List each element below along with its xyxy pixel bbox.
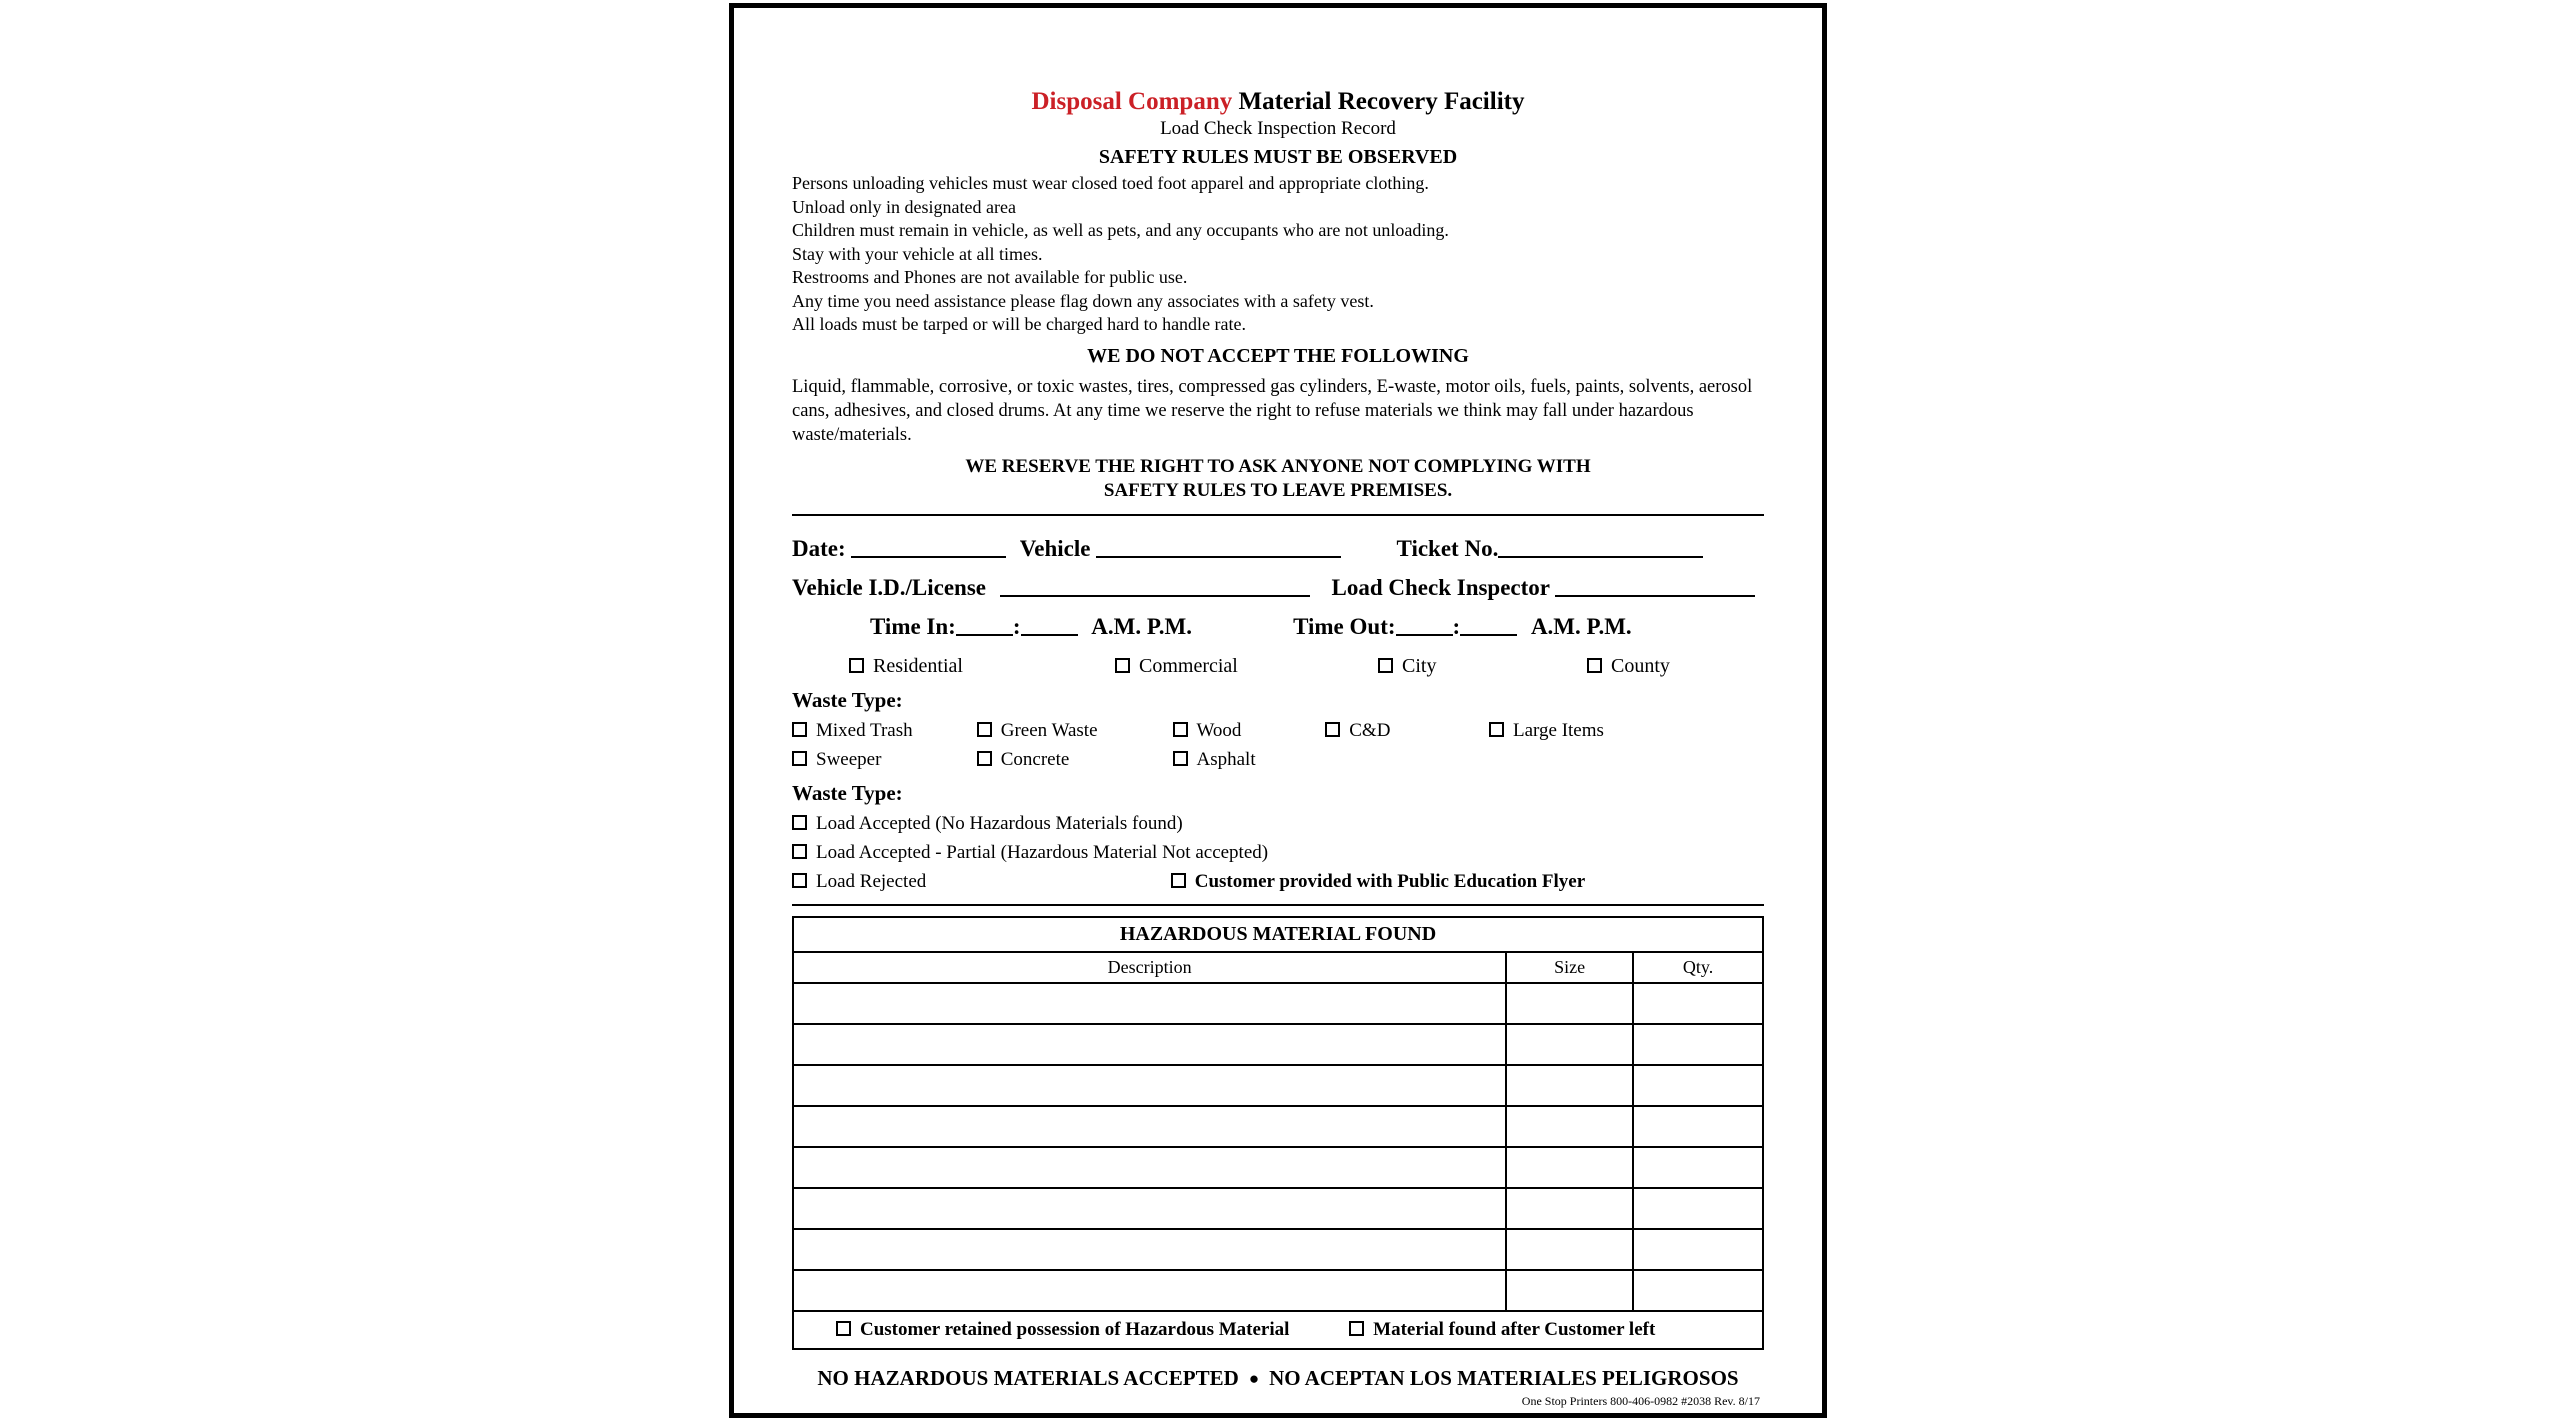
checkbox-label: Large Items — [1513, 719, 1604, 741]
form-content — [734, 88, 1822, 1409]
reserve-right-line1: WE RESERVE THE RIGHT TO ASK ANYONE NOT COMPLYING WITH — [965, 455, 1591, 477]
cell-description[interactable] — [793, 1270, 1506, 1311]
checkbox-large-items[interactable] — [1489, 720, 1604, 742]
table-row — [793, 1270, 1763, 1311]
waste-type-row-2 — [792, 749, 1764, 771]
form-document — [729, 3, 1827, 1418]
checkbox-wood[interactable] — [1173, 720, 1321, 742]
cell-size[interactable] — [1506, 1270, 1633, 1311]
column-header-qty: Qty. — [1633, 952, 1763, 983]
table-row — [793, 1188, 1763, 1229]
table-row — [793, 1106, 1763, 1147]
waste-type-heading: Waste Type: — [792, 687, 903, 712]
checkbox-icon — [1173, 751, 1188, 766]
checkbox-asphalt[interactable] — [1173, 749, 1321, 771]
cell-qty[interactable] — [1633, 1106, 1763, 1147]
cell-description[interactable] — [793, 1024, 1506, 1065]
checkbox-icon — [1587, 658, 1602, 673]
checkbox-icon — [792, 722, 807, 737]
field-row-license-inspector — [792, 575, 1764, 601]
checkbox-load-accepted[interactable] — [792, 813, 1183, 835]
safety-rule: Restrooms and Phones are not available for public use. — [792, 267, 1188, 287]
checkbox-icon — [792, 844, 807, 859]
checkbox-icon — [1325, 722, 1340, 737]
column-header-description: Description — [793, 952, 1506, 983]
checkbox-icon — [792, 815, 807, 830]
vehicle-blank[interactable] — [1096, 536, 1341, 558]
page-title — [792, 88, 1764, 116]
safety-rules-list — [792, 172, 1764, 337]
checkbox-label: City — [1402, 654, 1437, 677]
facility-name: Material Recovery Facility — [1238, 88, 1525, 115]
table-row — [793, 1065, 1763, 1106]
time-separator: : — [1012, 613, 1021, 639]
cell-qty[interactable] — [1633, 1229, 1763, 1270]
divider — [792, 904, 1764, 906]
checkbox-label: Load Accepted - Partial (Hazardous Material Not accepted) — [816, 841, 1269, 863]
checkbox-label: Load Accepted (No Hazardous Materials found) — [816, 812, 1183, 834]
checkbox-label: Commercial — [1139, 654, 1238, 677]
checkbox-city[interactable] — [1378, 655, 1582, 678]
checkbox-icon — [836, 1321, 851, 1336]
checkbox-load-rejected[interactable] — [792, 871, 1166, 893]
safety-rule: Stay with your vehicle at all times. — [792, 243, 1043, 264]
field-row-times — [792, 614, 1764, 640]
waste-type-row-1 — [792, 720, 1764, 742]
safety-rule: Children must remain in vehicle, as well as pets, and any occupants who are not unloading. — [792, 220, 1449, 240]
safety-rule: Unload only in designated area — [792, 196, 1016, 217]
checkbox-county[interactable] — [1587, 655, 1670, 678]
checkbox-label: Wood — [1196, 719, 1242, 741]
cell-description[interactable] — [793, 1188, 1506, 1229]
date-blank[interactable] — [851, 536, 1006, 558]
column-header-size: Size — [1506, 952, 1633, 983]
table-row — [793, 1229, 1763, 1270]
checkbox-customer-retained[interactable] — [836, 1319, 1289, 1341]
record-title: Load Check Inspection Record — [1160, 118, 1396, 139]
checkbox-label: Residential — [873, 654, 963, 677]
cell-description[interactable] — [793, 1147, 1506, 1188]
cell-qty[interactable] — [1633, 1147, 1763, 1188]
checkbox-icon — [1171, 873, 1186, 888]
date-label: Date: — [792, 535, 846, 561]
notice-spanish: NO ACEPTAN LOS MATERIALES PELIGROSOS — [1269, 1365, 1739, 1390]
no-hazmat-notice — [792, 1366, 1764, 1391]
load-result-heading: Waste Type: — [792, 780, 903, 805]
time-in-hour-blank[interactable] — [956, 614, 1013, 636]
checkbox-icon — [1173, 722, 1188, 737]
cell-description[interactable] — [793, 983, 1506, 1024]
inspector-blank[interactable] — [1555, 575, 1755, 597]
bullet-separator: ● — [1248, 1368, 1260, 1388]
ticket-blank[interactable] — [1498, 536, 1703, 558]
cell-qty[interactable] — [1633, 983, 1763, 1024]
checkbox-label: Mixed Trash — [816, 719, 913, 741]
safety-rule: All loads must be tarped or will be charged hard to handle rate. — [792, 314, 1247, 334]
checkbox-load-accepted-partial[interactable] — [792, 842, 1268, 864]
time-out-ampm-label: A.M. P.M. — [1530, 613, 1632, 639]
cell-description[interactable] — [793, 1065, 1506, 1106]
reserve-right-notice — [792, 455, 1764, 503]
checkbox-label: Material found after Customer left — [1373, 1318, 1656, 1340]
time-separator: : — [1452, 613, 1461, 639]
checkbox-label: Concrete — [1000, 748, 1070, 770]
cell-qty[interactable] — [1633, 1188, 1763, 1229]
cell-size[interactable] — [1506, 1229, 1633, 1270]
safety-rules-heading: SAFETY RULES MUST BE OBSERVED — [1098, 146, 1458, 168]
vehicle-id-label: Vehicle I.D./License — [792, 574, 986, 600]
time-in-minute-blank[interactable] — [1021, 614, 1078, 636]
checkbox-concrete[interactable] — [977, 749, 1168, 771]
checkbox-cd[interactable] — [1325, 720, 1484, 742]
table-title: HAZARDOUS MATERIAL FOUND — [793, 917, 1763, 952]
checkbox-label: Asphalt — [1196, 748, 1256, 770]
cell-size[interactable] — [1506, 1024, 1633, 1065]
reserve-right-line2: SAFETY RULES TO LEAVE PREMISES. — [1103, 479, 1453, 501]
hazardous-material-table — [792, 916, 1764, 1350]
cell-qty[interactable] — [1633, 1024, 1763, 1065]
cell-size[interactable] — [1506, 1147, 1633, 1188]
checkbox-mixed-trash[interactable] — [792, 720, 972, 742]
load-result-row-2 — [792, 842, 1764, 864]
customer-category-row — [792, 655, 1764, 678]
cell-qty[interactable] — [1633, 1270, 1763, 1311]
cell-size[interactable] — [1506, 1106, 1633, 1147]
field-row-date-vehicle-ticket — [792, 536, 1764, 562]
checkbox-sweeper[interactable] — [792, 749, 972, 771]
load-result-row-1 — [792, 813, 1764, 835]
checkbox-icon — [977, 722, 992, 737]
time-out-hour-blank[interactable] — [1396, 614, 1453, 636]
checkbox-label: C&D — [1349, 719, 1391, 741]
checkbox-label: Customer provided with Public Education Flyer — [1194, 870, 1586, 892]
load-result-row-3 — [792, 871, 1764, 893]
checkbox-icon — [792, 873, 807, 888]
vehicle-label: Vehicle — [1019, 535, 1091, 561]
checkbox-icon — [1115, 658, 1130, 673]
divider — [792, 514, 1764, 516]
table-title-row — [793, 917, 1763, 952]
cell-description[interactable] — [793, 1106, 1506, 1147]
checkbox-label: Customer retained possession of Hazardous Material — [860, 1318, 1290, 1340]
checkbox-residential[interactable] — [849, 655, 1110, 678]
checkbox-icon — [792, 751, 807, 766]
cell-qty[interactable] — [1633, 1065, 1763, 1106]
time-in-label: Time In: — [870, 613, 956, 639]
company-name: Disposal Company — [1031, 88, 1233, 115]
checkbox-icon — [1489, 722, 1504, 737]
cell-size[interactable] — [1506, 1188, 1633, 1229]
printer-info: One Stop Printers 800-406-0982 #2038 Rev. 8/17 — [1521, 1393, 1760, 1408]
cell-description[interactable] — [793, 1229, 1506, 1270]
time-out-minute-blank[interactable] — [1460, 614, 1517, 636]
table-footer-row — [793, 1311, 1763, 1349]
checkbox-green-waste[interactable] — [977, 720, 1168, 742]
checkbox-label: Sweeper — [816, 748, 882, 770]
table-row — [793, 1024, 1763, 1065]
checkbox-label: Load Rejected — [816, 870, 927, 892]
safety-rule: Any time you need assistance please flag down any associates with a safety vest. — [792, 290, 1374, 311]
no-accept-heading: WE DO NOT ACCEPT THE FOLLOWING — [1087, 344, 1469, 367]
cell-size[interactable] — [1506, 983, 1633, 1024]
ticket-label: Ticket No. — [1396, 535, 1499, 561]
checkbox-icon — [849, 658, 864, 673]
time-in-ampm-label: A.M. P.M. — [1091, 613, 1192, 639]
time-out-label: Time Out: — [1293, 613, 1396, 639]
no-accept-body: Liquid, flammable, corrosive, or toxic wastes, tires, compressed gas cylinders, E-waste, motor oils, fuels, paints, solvents, aerosol cans, adhesives, and closed drums. At any time we reserve the right to refuse materials we think may fall under hazardous waste/materials. — [792, 376, 1753, 445]
table-header-row — [793, 952, 1763, 983]
checkbox-commercial[interactable] — [1115, 655, 1373, 678]
inspector-label: Load Check Inspector — [1331, 574, 1550, 600]
checkbox-icon — [1378, 658, 1393, 673]
checkbox-icon — [977, 751, 992, 766]
checkbox-label: Green Waste — [1000, 719, 1098, 741]
table-row — [793, 1147, 1763, 1188]
table-footer-options — [793, 1311, 1763, 1349]
table-row — [793, 983, 1763, 1024]
checkbox-icon — [1349, 1321, 1364, 1336]
checkbox-education-flyer[interactable] — [1171, 871, 1585, 893]
checkbox-found-after-left[interactable] — [1349, 1319, 1655, 1341]
cell-size[interactable] — [1506, 1065, 1633, 1106]
notice-english: NO HAZARDOUS MATERIALS ACCEPTED — [817, 1365, 1239, 1390]
checkbox-label: County — [1611, 654, 1670, 677]
vehicle-id-blank[interactable] — [1000, 575, 1310, 597]
safety-rule: Persons unloading vehicles must wear closed toed foot apparel and appropriate clothing. — [792, 173, 1429, 193]
